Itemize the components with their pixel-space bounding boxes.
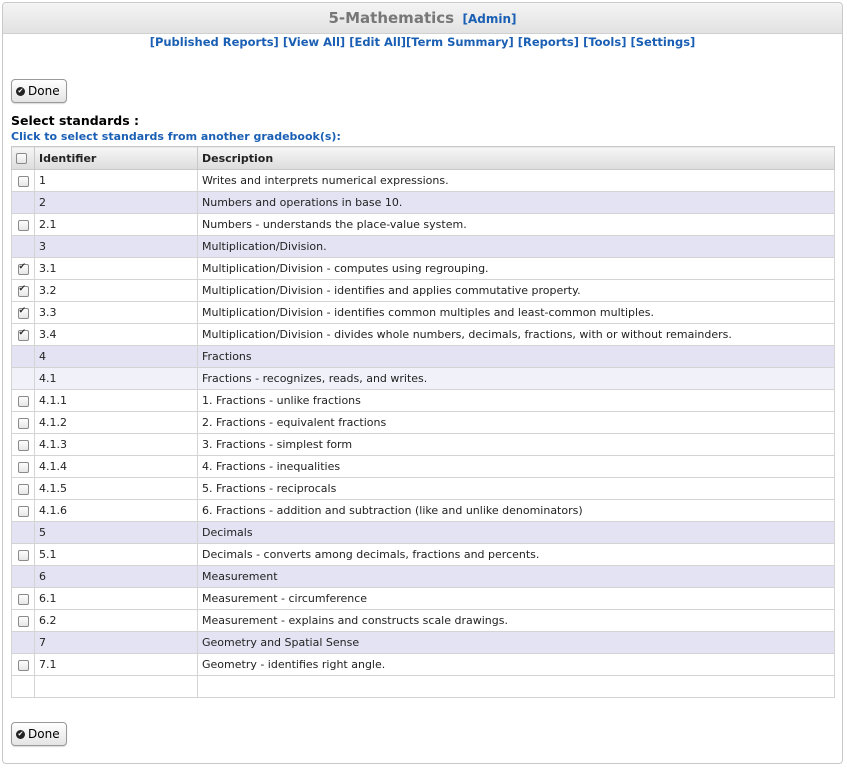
standard-checkbox[interactable] — [18, 660, 29, 671]
table-row[interactable] — [12, 588, 835, 610]
checkbox-cell — [12, 566, 35, 588]
identifier-cell: 4.1.6 — [35, 500, 198, 522]
check-circle-icon: ✔ — [17, 86, 24, 95]
checkbox-cell — [12, 368, 35, 390]
title-bar — [3, 3, 842, 34]
identifier-cell: 4.1.1 — [35, 390, 198, 412]
table-row[interactable] — [12, 544, 835, 566]
standard-checkbox[interactable] — [18, 264, 29, 275]
description-cell: Multiplication/Division - identifies and applies commutative property. — [198, 280, 835, 302]
standard-checkbox[interactable] — [18, 418, 29, 429]
identifier-cell: 4.1.4 — [35, 456, 198, 478]
description-cell: Measurement - circumference — [198, 588, 835, 610]
description-cell: Numbers - understands the place-value system. — [198, 214, 835, 236]
checkbox-cell — [12, 588, 35, 610]
check-circle-icon: ✔ — [17, 729, 24, 738]
empty-row — [12, 676, 835, 698]
identifier-cell: 4.1.5 — [35, 478, 198, 500]
view-all-link[interactable]: [View All] — [282, 35, 346, 49]
description-cell: Fractions — [198, 346, 835, 368]
table-row — [12, 368, 835, 390]
term-summary-link[interactable]: [Term Summary] — [406, 35, 514, 49]
standard-checkbox[interactable] — [18, 308, 29, 319]
table-row[interactable] — [12, 302, 835, 324]
identifier-cell: 4.1 — [35, 368, 198, 390]
table-row[interactable] — [12, 610, 835, 632]
reports-link[interactable]: [Reports] — [517, 35, 580, 49]
standards-table — [11, 146, 835, 698]
checkbox-cell — [12, 258, 35, 280]
description-cell: 2. Fractions - equivalent fractions — [198, 412, 835, 434]
table-row — [12, 346, 835, 368]
standard-checkbox[interactable] — [18, 550, 29, 561]
checkbox-cell — [12, 192, 35, 214]
checkbox-cell — [12, 434, 35, 456]
admin-link[interactable]: [Admin] — [462, 12, 517, 26]
table-row[interactable] — [12, 412, 835, 434]
checkbox-cell — [12, 236, 35, 258]
table-row — [12, 522, 835, 544]
nav-bar — [3, 35, 842, 49]
description-cell: 3. Fractions - simplest form — [198, 434, 835, 456]
gradebook-panel — [2, 2, 843, 764]
select-from-other-gradebook-link[interactable]: Click to select standards from another gradebook(s): — [11, 130, 341, 143]
identifier-cell: 4 — [35, 346, 198, 368]
standard-checkbox[interactable] — [18, 506, 29, 517]
table-row[interactable] — [12, 324, 835, 346]
identifier-cell: 3.1 — [35, 258, 198, 280]
table-row — [12, 632, 835, 654]
description-cell: 5. Fractions - reciprocals — [198, 478, 835, 500]
identifier-cell: 6 — [35, 566, 198, 588]
checkbox-cell — [12, 654, 35, 676]
table-row[interactable] — [12, 170, 835, 192]
standard-checkbox[interactable] — [18, 440, 29, 451]
description-cell: Geometry - identifies right angle. — [198, 654, 835, 676]
standard-checkbox[interactable] — [18, 286, 29, 297]
description-cell: Fractions - recognizes, reads, and writes. — [198, 368, 835, 390]
description-cell: Geometry and Spatial Sense — [198, 632, 835, 654]
table-row[interactable] — [12, 390, 835, 412]
checkbox-cell — [12, 346, 35, 368]
standard-checkbox[interactable] — [18, 220, 29, 231]
identifier-cell: 3.2 — [35, 280, 198, 302]
description-header: Description — [198, 147, 835, 170]
standard-checkbox[interactable] — [18, 176, 29, 187]
select-all-cell — [12, 147, 35, 170]
page-title: 5-Mathematics — [328, 9, 455, 27]
done-label: Done — [28, 84, 60, 98]
table-row[interactable] — [12, 434, 835, 456]
description-cell: Measurement - explains and constructs scale drawings. — [198, 610, 835, 632]
select-standards-label: Select standards : — [11, 113, 140, 128]
settings-link[interactable]: [Settings] — [630, 35, 696, 49]
description-cell: Measurement — [198, 566, 835, 588]
description-cell: Multiplication/Division - computes using regrouping. — [198, 258, 835, 280]
checkbox-cell — [12, 390, 35, 412]
table-row — [12, 192, 835, 214]
empty-cell — [12, 676, 35, 698]
description-cell: 1. Fractions - unlike fractions — [198, 390, 835, 412]
done-button-bottom[interactable] — [11, 722, 67, 746]
table-row[interactable] — [12, 258, 835, 280]
checkbox-cell — [12, 456, 35, 478]
checkbox-cell — [12, 610, 35, 632]
identifier-header: Identifier — [35, 147, 198, 170]
done-button-top[interactable] — [11, 79, 67, 103]
checkbox-cell — [12, 280, 35, 302]
identifier-cell: 3 — [35, 236, 198, 258]
checkbox-cell — [12, 500, 35, 522]
table-header-row — [12, 147, 835, 170]
table-row[interactable] — [12, 456, 835, 478]
identifier-cell: 3.4 — [35, 324, 198, 346]
checkbox-cell — [12, 412, 35, 434]
select-all-checkbox[interactable] — [16, 153, 27, 164]
checkbox-cell — [12, 522, 35, 544]
table-row[interactable] — [12, 478, 835, 500]
standard-checkbox[interactable] — [18, 616, 29, 627]
identifier-cell: 5.1 — [35, 544, 198, 566]
description-cell: Decimals — [198, 522, 835, 544]
identifier-cell: 4.1.3 — [35, 434, 198, 456]
standard-checkbox[interactable] — [18, 462, 29, 473]
standard-checkbox[interactable] — [18, 594, 29, 605]
description-cell: 6. Fractions - addition and subtraction (like and unlike denominators) — [198, 500, 835, 522]
identifier-cell: 2.1 — [35, 214, 198, 236]
checkbox-cell — [12, 324, 35, 346]
empty-cell — [198, 676, 835, 698]
table-row[interactable] — [12, 500, 835, 522]
checkbox-cell — [12, 478, 35, 500]
identifier-cell: 6.2 — [35, 610, 198, 632]
identifier-cell: 4.1.2 — [35, 412, 198, 434]
checkbox-cell — [12, 544, 35, 566]
identifier-cell: 6.1 — [35, 588, 198, 610]
description-cell: Writes and interprets numerical expressions. — [198, 170, 835, 192]
checkbox-cell — [12, 302, 35, 324]
identifier-cell: 7 — [35, 632, 198, 654]
description-cell: 4. Fractions - inequalities — [198, 456, 835, 478]
standard-checkbox[interactable] — [18, 396, 29, 407]
identifier-cell: 5 — [35, 522, 198, 544]
description-cell: Multiplication/Division - identifies common multiples and least-common multiples. — [198, 302, 835, 324]
tools-link[interactable]: [Tools] — [583, 35, 627, 49]
standard-checkbox[interactable] — [18, 330, 29, 341]
description-cell: Decimals - converts among decimals, fractions and percents. — [198, 544, 835, 566]
done-label: Done — [28, 727, 60, 741]
checkbox-cell — [12, 170, 35, 192]
table-row — [12, 236, 835, 258]
checkbox-cell — [12, 632, 35, 654]
standard-checkbox[interactable] — [18, 484, 29, 495]
description-cell: Numbers and operations in base 10. — [198, 192, 835, 214]
edit-all-link[interactable]: [Edit All] — [349, 35, 407, 49]
table-row[interactable] — [12, 214, 835, 236]
identifier-cell: 2 — [35, 192, 198, 214]
empty-cell — [35, 676, 198, 698]
identifier-cell: 7.1 — [35, 654, 198, 676]
identifier-cell: 3.3 — [35, 302, 198, 324]
description-cell: Multiplication/Division. — [198, 236, 835, 258]
table-row — [12, 566, 835, 588]
identifier-cell: 1 — [35, 170, 198, 192]
table-row[interactable] — [12, 280, 835, 302]
table-row[interactable] — [12, 654, 835, 676]
description-cell: Multiplication/Division - divides whole numbers, decimals, fractions, with or without remainders. — [198, 324, 835, 346]
published-reports-link[interactable]: [Published Reports] — [149, 35, 279, 49]
checkbox-cell — [12, 214, 35, 236]
